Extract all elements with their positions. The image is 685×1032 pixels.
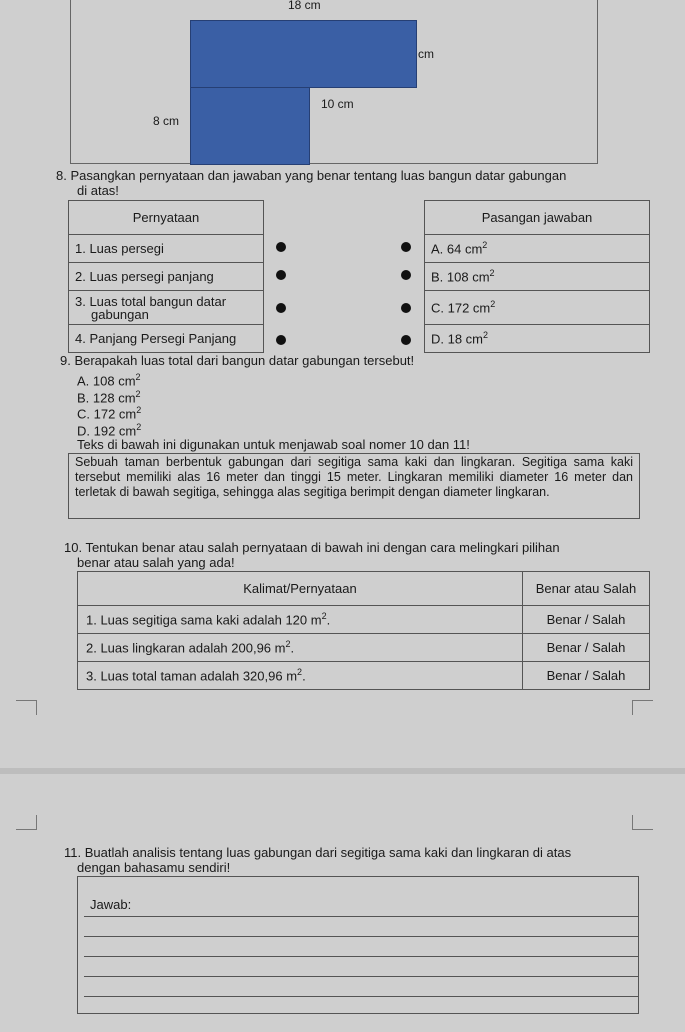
q10-statement-1 — [78, 606, 523, 634]
table-row — [78, 662, 650, 690]
q8-answer-b — [425, 263, 650, 291]
q8-statement-table — [68, 200, 264, 353]
q8-answer-c — [425, 291, 650, 325]
answer-line — [84, 956, 638, 957]
crop-mark-top-left — [16, 700, 37, 715]
table-row — [78, 606, 650, 634]
q9-option-c-sup: 2 — [136, 405, 142, 415]
crop-mark-bottom-right — [632, 815, 653, 830]
q8-answer-b-text: B. 108 cm — [431, 269, 490, 285]
q9-option-b-text: B. 128 cm — [77, 390, 136, 406]
q8-statement-3 — [69, 291, 264, 325]
q10-choice-3[interactable]: Benar / Salah — [523, 662, 650, 690]
answer-line — [84, 976, 638, 977]
q8-statement-1: 1. Luas persegi — [69, 235, 264, 263]
q8-answer-a — [425, 235, 650, 263]
q10-choice-1[interactable]: Benar / Salah — [523, 606, 650, 634]
q8-answer-table — [424, 200, 650, 353]
q10-statement-3-sup: 2 — [297, 667, 303, 678]
q8-dot-left-4[interactable] — [276, 335, 286, 345]
q9-text: 9. Berapakah luas total dari bangun datar gabungan tersebut! — [60, 353, 415, 368]
q9-option-c-text: C. 172 cm — [77, 406, 137, 422]
answer-line — [84, 996, 638, 997]
q9-option-b-sup: 2 — [135, 389, 141, 399]
q8-dot-right-a[interactable] — [401, 242, 411, 252]
q10-text-line1: 10. Tentukan benar atau salah pernyataan di bawah ini dengan cara melingkari pilihan — [64, 540, 560, 555]
intro-text: Teks di bawah ini digunakan untuk menjawab soal nomer 10 dan 11! — [77, 437, 470, 452]
q8-answer-c-text: C. 172 cm — [431, 300, 491, 316]
q9-option-a[interactable] — [77, 370, 141, 388]
q8-answer-a-text: A. 64 cm — [431, 241, 483, 257]
q10-col1-header: Kalimat/Pernyataan — [78, 572, 523, 606]
figure-rectangle-bottom — [190, 87, 310, 165]
q10-statement-2-sup: 2 — [285, 639, 291, 650]
figure-label-mid: 10 cm — [321, 97, 354, 111]
q11-answer-box[interactable] — [77, 876, 639, 1014]
q9-option-d-sup: 2 — [136, 422, 142, 432]
q8-answer-a-sup: 2 — [482, 240, 488, 251]
q10-statement-2 — [78, 634, 523, 662]
q11-answer-label: Jawab: — [90, 897, 132, 912]
q11-text-line2: dengan bahasamu sendiri! — [77, 860, 231, 875]
q9-option-c[interactable] — [77, 403, 141, 421]
q8-text-line2: di atas! — [77, 183, 119, 198]
q8-statement-3-line1: 3. Luas total bangun datar — [75, 293, 227, 309]
q10-statement-1-text: 1. Luas segitiga sama kaki adalah 120 m — [86, 612, 322, 628]
figure-rectangle-top — [190, 20, 417, 88]
crop-mark-bottom-left — [16, 815, 37, 830]
q8-statement-3-line2: gabungan — [91, 306, 149, 322]
q9-option-a-text: A. 108 cm — [77, 373, 136, 389]
q8-text-line1: 8. Pasangkan pernyataan dan jawaban yang benar tentang luas bangun datar gabungan — [56, 168, 567, 183]
q11-text-line1: 11. Buatlah analisis tentang luas gabungan dari segitiga sama kaki dan lingkaran di atas — [64, 845, 572, 860]
q8-dot-right-d[interactable] — [401, 335, 411, 345]
q10-choice-2[interactable]: Benar / Salah — [523, 634, 650, 662]
figure-label-left: 8 cm — [153, 114, 180, 128]
answer-line — [84, 936, 638, 937]
q8-dot-right-c[interactable] — [401, 303, 411, 313]
figure-label-right: cm — [418, 47, 434, 61]
q10-statement-3-dot: . — [302, 668, 306, 684]
q8-dot-left-3[interactable] — [276, 303, 286, 313]
q9-option-a-sup: 2 — [135, 372, 141, 382]
page-separator — [0, 768, 685, 774]
passage-box: Sebuah taman berbentuk gabungan dari segitiga sama kaki dan lingkaran. Segitiga sama kaki tersebut memiliki alas 16 meter dan tinggi 15 meter. Lingkaran memiliki diameter 16 meter dan terletak di bawah segitiga, sehingga alas segitiga berimpit dengan diameter lingkaran. — [68, 453, 640, 519]
q10-statement-3-text: 3. Luas total taman adalah 320,96 m — [86, 668, 298, 684]
q8-statement-4: 4. Panjang Persegi Panjang — [69, 325, 264, 353]
q10-statement-1-sup: 2 — [321, 611, 327, 622]
q10-statement-1-dot: . — [326, 612, 331, 628]
crop-mark-top-right — [632, 700, 653, 715]
q10-statement-2-dot: . — [290, 640, 295, 656]
q8-dot-left-2[interactable] — [276, 270, 286, 280]
q8-answer-d-sup: 2 — [483, 330, 489, 341]
q8-statement-2: 2. Luas persegi panjang — [69, 263, 264, 291]
q10-table — [77, 571, 650, 690]
q8-left-header: Pernyataan — [69, 201, 264, 235]
q9-option-d-text: D. 192 cm — [77, 423, 137, 439]
figure-label-top: 18 cm — [288, 0, 321, 12]
q10-statement-3 — [78, 662, 523, 690]
q8-answer-d-text: D. 18 cm — [431, 331, 484, 347]
q8-dot-left-1[interactable] — [276, 242, 286, 252]
q8-answer-b-sup: 2 — [489, 268, 495, 279]
q8-answer-d — [425, 325, 650, 353]
q8-right-header: Pasangan jawaban — [425, 201, 650, 235]
q10-statement-2-text: 2. Luas lingkaran adalah 200,96 m — [86, 640, 286, 656]
q8-answer-c-sup: 2 — [490, 299, 496, 310]
q10-col2-header: Benar atau Salah — [523, 572, 650, 606]
table-row — [78, 634, 650, 662]
q8-dot-right-b[interactable] — [401, 270, 411, 280]
q10-text-line2: benar atau salah yang ada! — [77, 555, 235, 570]
answer-line — [84, 916, 638, 917]
q9-option-d[interactable] — [77, 420, 141, 438]
